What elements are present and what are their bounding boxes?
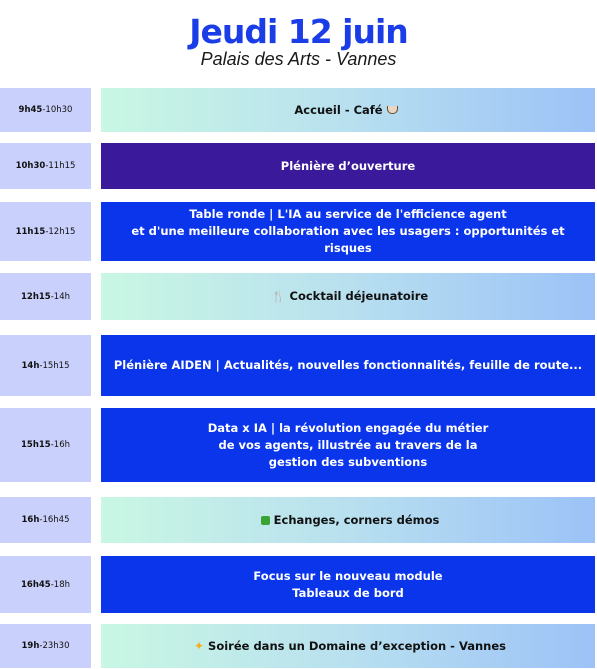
page-title: Jeudi 12 juin bbox=[189, 12, 408, 51]
time-slot: 10h30 -11h15 bbox=[0, 143, 91, 189]
time-slot: 19h -23h30 bbox=[0, 624, 91, 668]
event-box bbox=[101, 273, 595, 320]
page-subtitle: Palais des Arts - Vannes bbox=[200, 49, 397, 69]
event-title: Plénière d’ouverture bbox=[280, 158, 416, 173]
schedule-row bbox=[0, 497, 597, 543]
time-slot: 9h45 -10h30 bbox=[0, 88, 91, 132]
schedule-row bbox=[0, 88, 597, 132]
event-box bbox=[101, 143, 595, 189]
sparkle-icon: ✦ bbox=[193, 638, 205, 653]
time-slot: 12h15 -14h bbox=[0, 273, 91, 320]
schedule-row bbox=[0, 273, 597, 320]
puzzle-icon bbox=[261, 516, 270, 525]
event-box bbox=[101, 335, 595, 396]
time-slot: 11h15 -12h15 bbox=[0, 202, 91, 261]
schedule-row bbox=[0, 556, 597, 613]
event-box bbox=[101, 88, 595, 132]
event-title: Soirée dans un Domaine d’exception - Vannes bbox=[208, 638, 506, 653]
event-box bbox=[101, 556, 595, 613]
event-title: Accueil - Café bbox=[294, 102, 383, 117]
time-slot: 16h45 -18h bbox=[0, 556, 91, 613]
time-slot: 15h15 -16h bbox=[0, 408, 91, 482]
event-box bbox=[101, 624, 595, 668]
event-box bbox=[101, 202, 595, 261]
event-title: Echanges, corners démos bbox=[273, 512, 440, 527]
time-slot: 16h -16h45 bbox=[0, 497, 91, 543]
page-header bbox=[0, 0, 597, 80]
time-slot: 14h -15h15 bbox=[0, 335, 91, 396]
schedule-row bbox=[0, 143, 597, 189]
schedule-row bbox=[0, 335, 597, 396]
schedule-row bbox=[0, 202, 597, 261]
schedule-row bbox=[0, 408, 597, 482]
event-title: Plénière AIDEN | Actualités, nouvelles fonctionnalités, feuille de route... bbox=[113, 358, 583, 372]
event-box bbox=[101, 408, 595, 482]
coffee-icon bbox=[387, 106, 398, 114]
event-title: Focus sur le nouveau module Tableaux de bord bbox=[253, 568, 443, 600]
event-title: Table ronde | L'IA au service de l'efficience agent et d'une meilleure collaboration avec les usagers : opportunités et risques bbox=[131, 207, 565, 255]
schedule-row bbox=[0, 624, 597, 668]
event-box bbox=[101, 497, 595, 543]
cutlery-icon: 🍴 bbox=[271, 290, 286, 303]
event-title: Data x IA | la révolution engagée du métier de vos agents, illustrée au travers de la gestion des subventions bbox=[207, 420, 489, 469]
event-title: Cocktail déjeunatoire bbox=[289, 289, 429, 303]
